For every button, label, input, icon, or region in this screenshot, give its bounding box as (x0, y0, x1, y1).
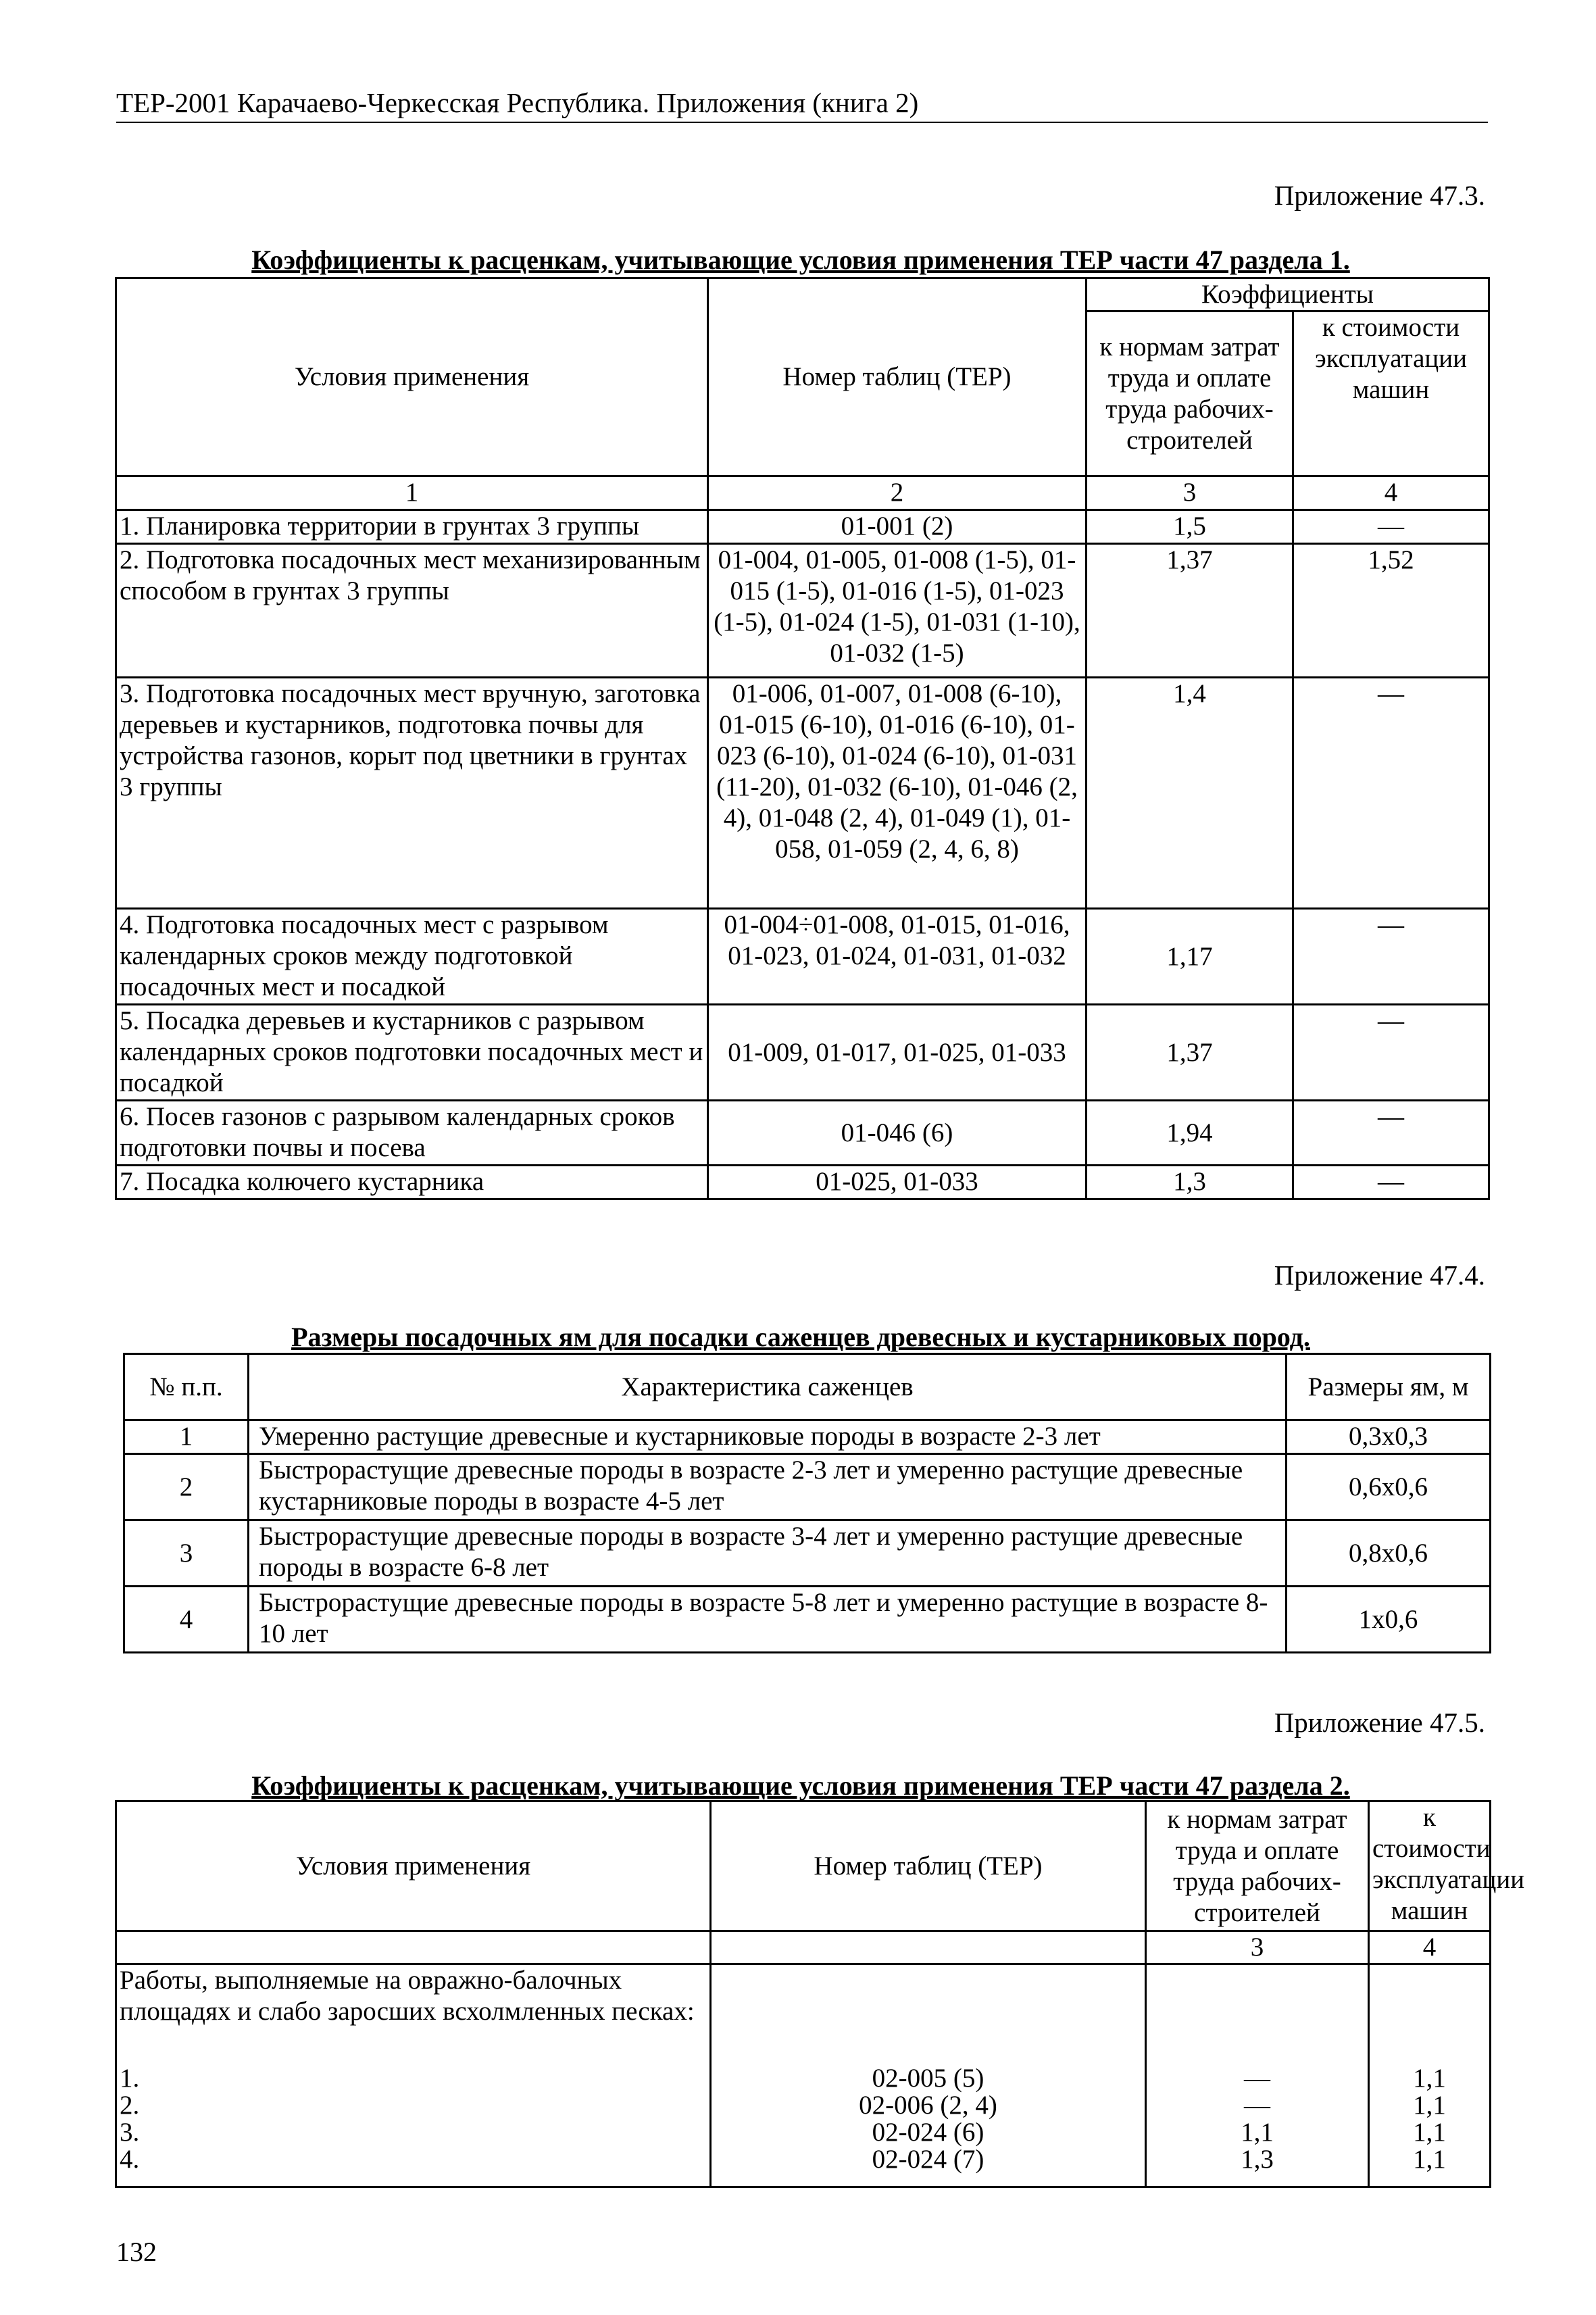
item-number: 2. (120, 2091, 140, 2120)
machines-coefficient: 1,1 (1413, 2145, 1446, 2174)
row-number: 4 (124, 1587, 249, 1653)
table-row (116, 1101, 1489, 1166)
condition-cell: 7. Посадка колючего кустарника (116, 1166, 708, 1199)
column-number (116, 1931, 711, 1964)
group-cell (116, 1964, 711, 2187)
labor-coefficient: 1,4 (1087, 678, 1293, 909)
item-list (117, 2065, 709, 2173)
column-number (711, 1931, 1146, 1964)
table-row (116, 909, 1489, 1005)
header-conditions: Условия применения (116, 1801, 711, 1931)
header-labor: к нормам затрат труда и оплате труда рабочих-строителей (1087, 312, 1293, 476)
tables-value: 02-024 (6) (872, 2118, 984, 2147)
column-number: 3 (1087, 476, 1293, 510)
header-labor: к нормам затрат труда и оплате труда рабочих-строителей (1146, 1801, 1369, 1931)
table-row (124, 1520, 1491, 1587)
tables-cell: 01-009, 01-017, 01-025, 01-033 (708, 1005, 1087, 1101)
condition-cell: 4. Подготовка посадочных мест с разрывом календарных сроков между подготовкой посадочных мест и посадкой (116, 909, 708, 1005)
labor-coefficient: 1,37 (1087, 1005, 1293, 1101)
header-coefficients: Коэффициенты (1087, 278, 1489, 312)
machines-coefficient: 1,1 (1413, 2064, 1446, 2093)
tables-cell: 01-046 (6) (708, 1101, 1087, 1166)
header-machines: к стоимости эксплуатации машин (1293, 312, 1489, 476)
table-row (124, 1420, 1491, 1454)
column-number: 2 (708, 476, 1087, 510)
labor-coefficient: 1,94 (1087, 1101, 1293, 1166)
condition-cell: 6. Посев газонов с разрывом календарных сроков подготовки почвы и посева (116, 1101, 708, 1166)
column-number: 4 (1293, 476, 1489, 510)
characteristic-cell: Быстрорастущие древесные породы в возрасте 5-8 лет и умеренно растущие в возрасте 8-10 лет (249, 1587, 1287, 1653)
machines-coefficient: 1,52 (1293, 544, 1489, 678)
table-row (116, 1166, 1489, 1199)
header-machines: к стоимости эксплуатации машин (1369, 1801, 1491, 1931)
labor-coefficient: 1,3 (1241, 2145, 1274, 2174)
labor-coefficient: — (1244, 2091, 1270, 2120)
tables-cell: 01-004÷01-008, 01-015, 01-016, 01-023, 01-024, 01-031, 01-032 (708, 909, 1087, 1005)
machines-cell (1369, 1964, 1491, 2187)
tables-value: 02-006 (2, 4) (859, 2091, 997, 2120)
size-cell: 1x0,6 (1287, 1587, 1491, 1653)
machines-coefficient: — (1293, 909, 1489, 1005)
labor-coefficient: 1,37 (1087, 544, 1293, 678)
characteristic-cell: Быстрорастущие древесные породы в возрасте 2-3 лет и умеренно растущие древесные кустарниковые породы в возрасте 4-5 лет (249, 1454, 1287, 1520)
header-size: Размеры ям, м (1287, 1354, 1491, 1420)
column-number: 4 (1369, 1931, 1491, 1964)
machines-coefficient: — (1293, 678, 1489, 909)
running-header: ТЕР-2001 Карачаево-Черкесская Республика. Приложения (книга 2) (116, 85, 1488, 123)
header-conditions: Условия применения (116, 278, 708, 476)
tables-cell (711, 1964, 1146, 2187)
row-number: 1 (124, 1420, 249, 1454)
condition-cell: 5. Посадка деревьев и кустарников с разрывом календарных сроков подготовки посадочных мест и посадкой (116, 1005, 708, 1101)
labor-cell (1146, 1964, 1369, 2187)
coefficients-table-section-1 (115, 277, 1490, 1200)
appendix-label-47-4: Приложение 47.4. (1274, 1260, 1485, 1291)
tables-cell: 01-004, 01-005, 01-008 (1-5), 01-015 (1-5), 01-016 (1-5), 01-023 (1-5), 01-024 (1-5), 01-031 (1-10), 01-032 (1-5) (708, 544, 1087, 678)
labor-coefficient: 1,1 (1241, 2118, 1274, 2147)
tables-cell: 01-006, 01-007, 01-008 (6-10), 01-015 (6-10), 01-016 (6-10), 01-023 (6-10), 01-024 (6-10), 01-031 (11-20), 01-032 (6-10), 01-046 (2, 4), 01-048 (2, 4), 01-049 (1), 01-058, 01-059 (2, 4, 6, 8) (708, 678, 1087, 909)
appendix-label-47-5: Приложение 47.5. (1274, 1707, 1485, 1738)
characteristic-cell: Быстрорастущие древесные породы в возрасте 3-4 лет и умеренно растущие древесные породы в возрасте 6-8 лет (249, 1520, 1287, 1587)
machines-coefficient: — (1293, 1005, 1489, 1101)
table-row (124, 1454, 1491, 1520)
table-row (116, 510, 1489, 544)
header-table-numbers: Номер таблиц (ТЕР) (708, 278, 1087, 476)
tables-value: 02-024 (7) (872, 2145, 984, 2174)
column-number: 1 (116, 476, 708, 510)
machines-coefficient: 1,1 (1413, 2091, 1446, 2120)
size-cell: 0,3x0,3 (1287, 1420, 1491, 1454)
header-table-numbers: Номер таблиц (ТЕР) (711, 1801, 1146, 1931)
group-label: Работы, выполняемые на овражно-балочных площадях и слабо заросших всхолмленных песках: (120, 1966, 695, 2026)
appendix-label-47-3: Приложение 47.3. (1274, 180, 1485, 211)
header-num: № п.п. (124, 1354, 249, 1420)
table-title-47-5: Коэффициенты к расценкам, учитывающие условия применения ТЕР части 47 раздела 2. (251, 1770, 1350, 1801)
planting-pits-table (123, 1353, 1491, 1653)
tables-cell: 01-025, 01-033 (708, 1166, 1087, 1199)
item-number: 3. (120, 2118, 140, 2147)
table-title-47-4: Размеры посадочных ям для посадки саженцев древесных и кустарниковых пород. (291, 1322, 1310, 1352)
condition-cell: 2. Подготовка посадочных мест механизированным способом в грунтах 3 группы (116, 544, 708, 678)
row-number: 3 (124, 1520, 249, 1587)
column-number: 3 (1146, 1931, 1369, 1964)
condition-cell: 3. Подготовка посадочных мест вручную, заготовка деревьев и кустарников, подготовка почвы для устройства газонов, корыт под цветники в грунтах 3 группы (116, 678, 708, 909)
item-number: 4. (120, 2145, 140, 2174)
coefficients-table-section-2 (115, 1800, 1525, 2188)
item-number: 1. (120, 2064, 140, 2093)
table-row (116, 678, 1489, 909)
table-row (116, 544, 1489, 678)
machines-coefficient: — (1293, 1166, 1489, 1199)
labor-coefficient: 1,17 (1087, 909, 1293, 1005)
table-row (116, 1005, 1489, 1101)
condition-cell: 1. Планировка территории в грунтах 3 группы (116, 510, 708, 544)
page-number: 132 (116, 2237, 157, 2267)
table-row-group (116, 1964, 1491, 2187)
labor-coefficient: 1,5 (1087, 510, 1293, 544)
machines-coefficient: — (1293, 510, 1489, 544)
table-row (124, 1587, 1491, 1653)
characteristic-cell: Умеренно растущие древесные и кустарниковые породы в возрасте 2-3 лет (249, 1420, 1287, 1454)
size-cell: 0,6x0,6 (1287, 1454, 1491, 1520)
table-title-47-3: Коэффициенты к расценкам, учитывающие условия применения ТЕР части 47 раздела 1. (251, 245, 1350, 275)
tables-value: 02-005 (5) (872, 2064, 984, 2093)
labor-coefficient: 1,3 (1087, 1166, 1293, 1199)
tables-cell: 01-001 (2) (708, 510, 1087, 544)
header-characteristic: Характеристика саженцев (249, 1354, 1287, 1420)
machines-coefficient: — (1293, 1101, 1489, 1166)
labor-coefficient: — (1244, 2064, 1270, 2093)
row-number: 2 (124, 1454, 249, 1520)
machines-coefficient: 1,1 (1413, 2118, 1446, 2147)
size-cell: 0,8x0,6 (1287, 1520, 1491, 1587)
